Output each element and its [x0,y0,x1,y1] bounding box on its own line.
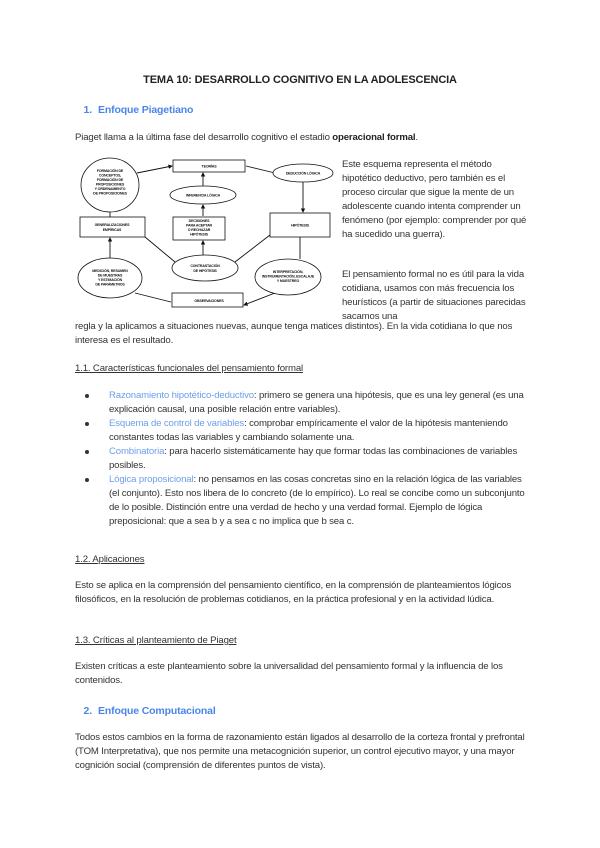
section-label: Enfoque Computacional [98,705,216,717]
formal-thought-paragraph-a: El pensamiento formal no es útil para la vida cotidiana, usamos con más frecuencia los heurísticos (a partir de situaciones parecidas sacamos una [342,269,526,322]
svg-text:CONTRASTACIÓN: CONTRASTACIÓN [190,264,220,268]
hypothetico-deductive-diagram [75,155,340,315]
bullet-text: : comprobar empíricamente el valor de la hipótesis manteniendo constantes todas las variables y cambiando solamente una. [109,418,508,443]
bullet-term: Razonamiento hipotético-deductivo [109,390,254,401]
subsection-1-1: 1.1. Características funcionales del pensamiento formal [75,363,303,374]
svg-text:MEDICIÓN, RESUMEN: MEDICIÓN, RESUMEN [92,269,128,273]
subsection-1-3: 1.3. Críticas al planteamiento de Piaget [75,635,237,646]
svg-text:Y ORDENAMIENTO: Y ORDENAMIENTO [94,187,126,191]
criticism-paragraph: Existen críticas a este planteamiento sobre la universalidad del pensamiento formal y la influencia de los contenidos. [75,661,503,686]
computational-paragraph: Todos estos cambios en la forma de razonamiento están ligados al desarrollo de la corteza frontal y prefrontal (TOM Interpretativa), que nos permite una metacognición superior, un control ejecutivo mayor, y una mayor cognición social (comprensión de diferentes puntos de vista). [75,732,525,771]
applications-paragraph: Esto se aplica en la comprensión del pensamiento científico, en la comprensión de planteamientos lógicos filosóficos, en la resolución de problemas cotidianos, en la práctica profesional y en la actividad lúdica. [75,580,512,605]
node-generalizaciones [80,217,145,237]
bullet-text: : no pensamos en las cosas concretas sino en la relación lógica de las variables (el conjunto). Esto nos libera de lo concreto (de lo empírico). Lo real se concibe como un subconjunto de lo posible. Distinción entre una verdad de hecho y una verdad formal. Ejemplo de lógica preposicional: que a sea b y a sea c no implica que b sea c. [109,474,525,527]
list-item [109,473,529,529]
bullet-text: : para hacerlo sistemáticamente hay que formar todas las combinaciones de variables posibles. [109,446,518,471]
svg-text:DEDUCCIÓN LÓGICA: DEDUCCIÓN LÓGICA [285,171,321,176]
intro-end: . [415,132,418,143]
svg-text:Y ESTIMACIÓN: Y ESTIMACIÓN [97,278,123,282]
svg-text:O RECHAZAR: O RECHAZAR [187,228,211,232]
svg-text:INTERPRETACIÓN,: INTERPRETACIÓN, [272,270,304,274]
svg-text:INSTRUMENTACIÓN, ESCALAJE: INSTRUMENTACIÓN, ESCALAJE [261,274,315,279]
svg-text:DE HIPÓTESIS: DE HIPÓTESIS [193,269,217,273]
svg-text:FORMACIÓN DE: FORMACIÓN DE [96,178,124,182]
svg-text:HIPÓTESIS: HIPÓTESIS [190,232,208,237]
bullet-text: : primero se genera una hipótesis, que es una ley general (es una explicación causal, una posible relación entre variables). [109,390,524,415]
svg-text:DECISIONES: DECISIONES [188,219,210,223]
node-contrastacion [172,255,238,281]
svg-text:INFERENCIA LÓGICA: INFERENCIA LÓGICA [185,193,221,198]
formal-thought-paragraph-b: regla y la aplicamos a situaciones nuevas, aunque tenga matices distintos). En la vida cotidiana lo que nos interesa es el resultado. [75,321,513,346]
intro-paragraph [75,131,535,145]
subsection-1-2: 1.2. Aplicaciones [75,554,145,565]
svg-text:CONCEPTOS,: CONCEPTOS, [98,173,122,178]
svg-text:DE MUESTRAS: DE MUESTRAS [97,273,123,278]
svg-text:DE PARÁMETROS: DE PARÁMETROS [95,282,125,287]
list-item [109,445,529,473]
svg-text:FORMACIÓN DE: FORMACIÓN DE [96,169,124,173]
svg-text:HIPÓTESIS: HIPÓTESIS [291,223,309,228]
diagram-description: Este esquema representa el método hipotético deductivo, pero también es el proceso circular que sigue la mente de un adolescente cuando intenta comprender un fenómeno (por ejemplo: comprender por qué ha sucedido una guerra). [342,159,527,240]
svg-text:EMPÍRICAS: EMPÍRICAS [102,228,122,232]
bullet-term: Esquema de control de variables [109,418,245,429]
bullet-term: Combinatoria [109,446,165,457]
section-number: 2. [83,705,92,717]
svg-text:GENERALIZACIONES: GENERALIZACIONES [94,223,130,227]
intro-text: Piaget llama a la última fase del desarrollo cognitivo el estadio [75,132,333,143]
section-heading-computacional [64,704,216,718]
svg-text:DE PROPOSICIONES: DE PROPOSICIONES [93,191,127,196]
section-number: 1. [83,104,92,116]
intro-bold: operacional formal [332,132,416,143]
svg-text:TEORÍAS: TEORÍAS [201,164,217,169]
svg-text:OBSERVACIONES: OBSERVACIONES [194,299,224,303]
page-title: TEMA 10: DESARROLLO COGNITIVO EN LA ADOLESCENCIA [143,74,457,86]
svg-text:PARA ACEPTAR: PARA ACEPTAR [186,223,212,228]
characteristics-list [109,389,529,529]
svg-text:PROPOSICIONES: PROPOSICIONES [95,182,125,187]
list-item [109,417,529,445]
svg-text:Y MUESTREO: Y MUESTREO [276,279,300,283]
section-heading-piagetiano [64,103,193,117]
bullet-term: Lógica proposicional [109,474,194,485]
list-item [109,389,529,417]
section-label: Enfoque Piagetiano [98,104,194,116]
